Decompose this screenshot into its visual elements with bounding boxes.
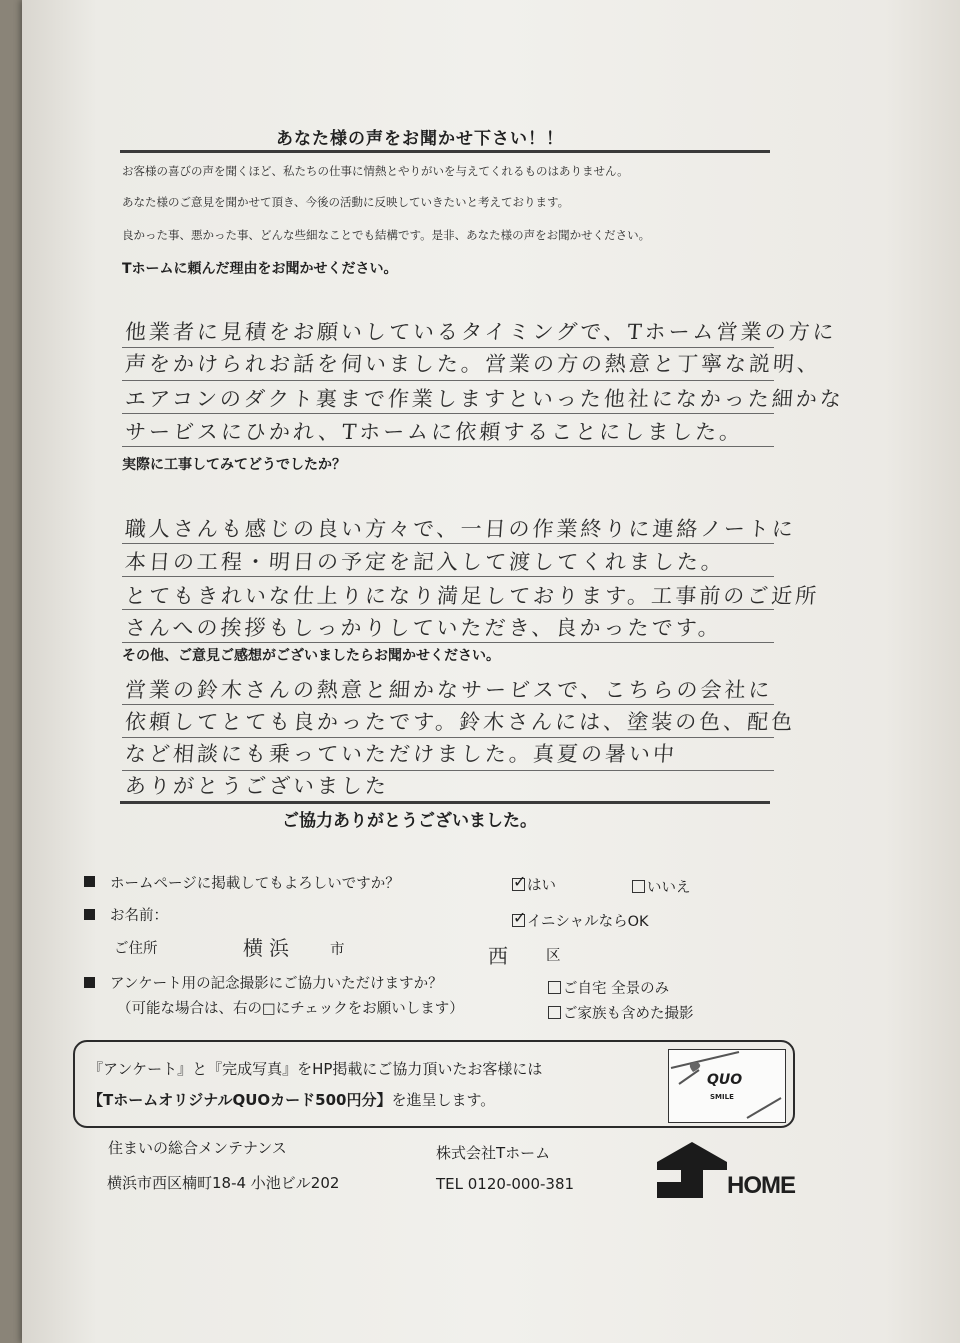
answer-other-line: 依頼してとても良かったです。鈴木さんには、塗装の色、配色 — [124, 710, 797, 734]
footer-address: 横浜市西区楠町18-4 小池ビル202 — [107, 1174, 340, 1192]
publish-no-option[interactable] — [632, 876, 691, 897]
answer-reason-line: エアコンのダクト裏まで作業しますといった他社になかった細かな — [124, 387, 845, 411]
publish-yes-label: はい — [527, 878, 556, 894]
checkbox-icon[interactable] — [548, 1006, 561, 1019]
question-reason: Tホームに頼んだ理由をお聞かせください。 — [122, 261, 398, 277]
publish-no-label: いいえ — [647, 880, 691, 896]
publish-yes-option[interactable] — [512, 874, 556, 895]
answer-other-line: など相談にも乗っていただけました。真夏の暑い中 — [124, 742, 678, 766]
answer-line — [122, 446, 774, 447]
intro-line: 良かった事、悪かった事、どんな些細なことでも結構です。是非、あなた様の声をお聞かせください。 — [122, 228, 651, 242]
promo-line-2 — [88, 1089, 495, 1110]
answer-line — [122, 543, 774, 544]
address-label: ご住所 — [114, 941, 158, 957]
answer-experience-line: さんへの挨拶もしっかりしていただき、良かったです。 — [124, 616, 723, 640]
footer-tagline: 住まいの総合メンテナンス — [108, 1139, 287, 1157]
answer-line — [122, 380, 774, 381]
answer-other-line: 営業の鈴木さんの熱意と細かなサービスで、こちらの会社に — [124, 678, 774, 702]
question-experience: 実際に工事してみてどうでしたか？ — [122, 457, 346, 473]
photo-option-house-label: ご自宅 全景のみ — [563, 981, 670, 997]
promo-line-1: 『アンケート』と『完成写真』をHP掲載にご協力頂いたお客様には — [88, 1060, 543, 1078]
question-other: その他、ご意見ご感想がございましたらお聞かせください。 — [122, 648, 500, 664]
house-logo-icon — [657, 1140, 727, 1200]
photo-option-family[interactable] — [548, 1002, 694, 1023]
answer-reason-line: サービスにひかれ、Tホームに依頼することにしました。 — [124, 420, 745, 444]
answer-experience-line: 本日の工程・明日の予定を記入して渡してくれました。 — [124, 550, 726, 574]
checkbox-icon[interactable] — [548, 981, 561, 994]
publish-question: ホームページに掲載してもよろしいですか？ — [110, 876, 400, 892]
address-city-handwritten: 横浜 — [243, 936, 295, 960]
photo-question: アンケート用の記念撮影にご協力いただけますか？ — [110, 976, 443, 992]
address-city-suffix: 市 — [330, 942, 345, 958]
bullet-icon — [84, 876, 95, 887]
footer-company: 株式会社Tホーム — [436, 1144, 551, 1162]
promo-line-2-rest: を進呈します。 — [391, 1091, 496, 1109]
address-ward-suffix: 区 — [546, 948, 561, 964]
answer-experience-line: 職人さんも感じの良い方々で、一日の作業終りに連絡ノートに — [124, 517, 797, 541]
checkbox-checked-icon[interactable] — [512, 878, 525, 891]
quo-brand: QUO — [707, 1072, 743, 1088]
title-rule — [120, 150, 770, 153]
intro-line: お客様の喜びの声を聞くほど、私たちの仕事に情熱とやりがいを与えてくれるものはありません。 — [122, 164, 629, 178]
answer-other-line: ありがとうございました — [124, 774, 390, 798]
answer-experience-line: とてもきれいな仕上りになり満足しております。工事前のご近所 — [124, 584, 821, 608]
address-ward-handwritten: 西 — [488, 944, 508, 968]
logo-text: HOME — [727, 1172, 795, 1199]
footer-tel: TEL 0120-000-381 — [436, 1175, 575, 1193]
initials-option[interactable] — [512, 910, 649, 931]
photo-option-family-label: ご家族も含めた撮影 — [563, 1006, 694, 1022]
thanks-text: ご協力ありがとうございました。 — [282, 811, 537, 831]
photo-option-house[interactable] — [548, 977, 669, 998]
answer-line — [122, 642, 774, 643]
answer-line — [122, 413, 774, 414]
checkbox-checked-icon[interactable] — [512, 914, 525, 927]
promo-card-name: 【TホームオリジナルQUOカード500円分】 — [88, 1091, 392, 1109]
quo-card-image — [668, 1049, 786, 1123]
photo-note: （可能な場合は、右の□にチェックをお願いします） — [117, 1001, 464, 1017]
checkbox-icon[interactable] — [632, 880, 645, 893]
bullet-icon — [84, 977, 95, 988]
answer-reason-line: 声をかけられお話を伺いました。営業の方の熱意と丁寧な説明、 — [124, 352, 822, 376]
answers-end-rule — [120, 801, 770, 804]
name-label: お名前： — [110, 908, 168, 924]
answer-line — [122, 704, 774, 705]
answer-reason-line: 他業者に見積をお願いしているタイミングで、Tホーム営業の方に — [124, 320, 838, 344]
quo-sub: SMILE — [710, 1093, 734, 1101]
initials-label: イニシャルならOK — [527, 914, 649, 930]
answer-line — [122, 576, 774, 577]
intro-line: あなた様のご意見を聞かせて頂き、今後の活動に反映していきたいと考えております。 — [122, 195, 570, 209]
page-title: あなた様の声をお聞かせ下さい！！ — [276, 129, 564, 149]
bullet-icon — [84, 909, 95, 920]
